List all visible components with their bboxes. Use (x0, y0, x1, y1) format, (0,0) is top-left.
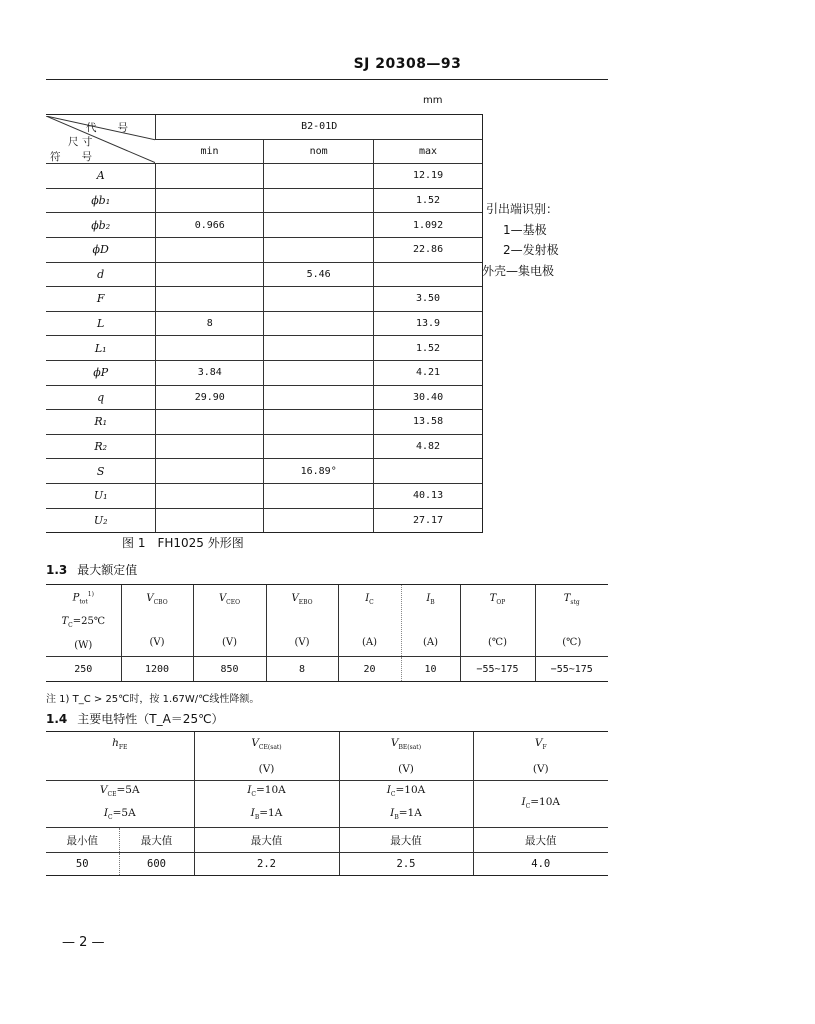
label-max: 最大值 (194, 828, 339, 853)
dim-nom (264, 237, 374, 262)
dim-min (156, 164, 264, 189)
dimension-table (46, 114, 483, 533)
dim-min (156, 508, 264, 533)
dim-nom (264, 385, 374, 410)
ratings-header-ic: $I_C$ (A) (338, 585, 401, 657)
electrical-value: 2.2 (194, 853, 339, 876)
dimension-row (46, 508, 483, 533)
dim-min (156, 459, 264, 484)
section-number: 1.3 (46, 563, 68, 577)
ratings-header-vcbo: $V_{CBO}$ (V) (121, 585, 193, 657)
dim-symbol: U₂ (46, 508, 156, 533)
corner-label-code: 代 号 (86, 121, 128, 134)
electrical-table (46, 731, 608, 876)
dim-max: 4.21 (374, 360, 483, 385)
section-electrical-heading (46, 710, 224, 727)
dim-min: 8 (156, 311, 264, 336)
dimension-row (46, 262, 483, 287)
dimension-row (46, 459, 483, 484)
dim-max: 22.86 (374, 237, 483, 262)
dim-nom (264, 188, 374, 213)
dim-max: 1.092 (374, 213, 483, 238)
dim-min (156, 483, 264, 508)
electrical-value: 50 (46, 853, 119, 876)
dim-min (156, 237, 264, 262)
rating-value: −55~175 (460, 657, 535, 682)
dim-max: 30.40 (374, 385, 483, 410)
rating-value: 250 (46, 657, 121, 682)
dim-nom (264, 164, 374, 189)
dim-symbol: ϕb₂ (46, 213, 156, 238)
dimension-row (46, 287, 483, 312)
section-title: 最大额定值 (77, 563, 138, 577)
dimension-row (46, 483, 483, 508)
dim-nom (264, 287, 374, 312)
document-number: SJ 20308—93 (353, 56, 462, 72)
dim-min (156, 188, 264, 213)
dim-symbol: ϕP (46, 360, 156, 385)
dimension-row (46, 237, 483, 262)
dim-max: 4.82 (374, 434, 483, 459)
dim-max: 13.9 (374, 311, 483, 336)
param-vcesat: $V_{CE(sat)}$ (V) (194, 732, 339, 781)
dim-min (156, 262, 264, 287)
dim-max: 3.50 (374, 287, 483, 312)
col-header-min: min (156, 139, 264, 164)
dim-nom (264, 410, 374, 435)
dim-symbol: A (46, 164, 156, 189)
dim-max: 40.13 (374, 483, 483, 508)
label-min: 最小值 (46, 828, 119, 853)
corner-label-size: 尺 寸 (68, 135, 93, 148)
dim-symbol: q (46, 385, 156, 410)
section-ratings-heading (46, 561, 137, 578)
dim-min: 29.90 (156, 385, 264, 410)
dim-nom (264, 213, 374, 238)
ratings-header-top: $T_{OP}$ (℃) (460, 585, 535, 657)
dimension-row (46, 311, 483, 336)
dim-nom (264, 483, 374, 508)
condition-vcesat: $I_C=10A$ $I_B=1A$ (194, 781, 339, 828)
param-vbesat: $V_{BE(sat)}$ (V) (339, 732, 473, 781)
section-title: 主要电特性（T_A＝25℃） (77, 712, 224, 726)
condition-vf: $I_C=10A$ (473, 781, 608, 828)
terminal-legend-item: 2—发射极 (503, 243, 559, 257)
rating-value: 8 (266, 657, 338, 682)
ratings-footnote: 注 1) T_C > 25℃时，按 1.67W/℃线性降额。 (46, 694, 260, 705)
dim-nom (264, 360, 374, 385)
dim-nom: 5.46 (264, 262, 374, 287)
ratings-header-tstg: $T_{stg}$ (℃) (535, 585, 608, 657)
col-header-nom: nom (264, 139, 374, 164)
label-max: 最大值 (339, 828, 473, 853)
dimension-row (46, 385, 483, 410)
dim-symbol: ϕb₁ (46, 188, 156, 213)
dim-nom (264, 508, 374, 533)
dim-symbol: S (46, 459, 156, 484)
unit-label: mm (423, 95, 443, 106)
condition-hfe: $V_{CE}=5A$ $I_C=5A$ (46, 781, 194, 828)
rating-value: 850 (193, 657, 266, 682)
dimension-row (46, 336, 483, 361)
ratings-header-ptot: $P_{tot}^{1)}$ $T_C=25℃$ (W) (46, 585, 121, 657)
dimension-row (46, 410, 483, 435)
param-hfe: $h_{FE}$ (46, 732, 194, 781)
dim-nom (264, 336, 374, 361)
dim-symbol: F (46, 287, 156, 312)
ratings-header-vebo: $V_{EBO}$ (V) (266, 585, 338, 657)
dim-min (156, 434, 264, 459)
label-max: 最大值 (119, 828, 194, 853)
dim-max: 13.58 (374, 410, 483, 435)
rating-value: 10 (401, 657, 460, 682)
header-rule (46, 79, 608, 80)
electrical-value: 4.0 (473, 853, 608, 876)
dim-max: 12.19 (374, 164, 483, 189)
dim-min (156, 410, 264, 435)
electrical-value: 2.5 (339, 853, 473, 876)
condition-vbesat: $I_C=10A$ $I_B=1A$ (339, 781, 473, 828)
figure-caption: 图 1 FH1025 外形图 (122, 536, 244, 550)
dim-nom: 16.89° (264, 459, 374, 484)
dim-max (374, 459, 483, 484)
ratings-header-vceo: $V_{CEO}$ (V) (193, 585, 266, 657)
dim-symbol: L₁ (46, 336, 156, 361)
dim-max (374, 262, 483, 287)
rating-value: −55~175 (535, 657, 608, 682)
dim-nom (264, 311, 374, 336)
dim-min: 3.84 (156, 360, 264, 385)
page-number: — 2 — (62, 935, 105, 950)
dim-min: 0.966 (156, 213, 264, 238)
dim-symbol: R₂ (46, 434, 156, 459)
dimension-row (46, 213, 483, 238)
dim-symbol: d (46, 262, 156, 287)
corner-cell (46, 115, 156, 164)
label-max: 最大值 (473, 828, 608, 853)
dimension-row (46, 188, 483, 213)
dim-max: 1.52 (374, 336, 483, 361)
dimension-row (46, 164, 483, 189)
terminal-legend-item: 外壳—集电极 (482, 264, 555, 278)
ratings-table (46, 584, 608, 682)
corner-label-symbol: 符 号 (50, 150, 92, 163)
dimension-row (46, 434, 483, 459)
dim-symbol: R₁ (46, 410, 156, 435)
dim-max: 27.17 (374, 508, 483, 533)
rating-value: 20 (338, 657, 401, 682)
dim-min (156, 336, 264, 361)
dim-symbol: L (46, 311, 156, 336)
col-header-max: max (374, 139, 483, 164)
dim-max: 1.52 (374, 188, 483, 213)
rating-value: 1200 (121, 657, 193, 682)
electrical-value: 600 (119, 853, 194, 876)
section-number: 1.4 (46, 712, 68, 726)
dim-symbol: U₁ (46, 483, 156, 508)
dim-min (156, 287, 264, 312)
terminal-legend-title: 引出端识别： (486, 202, 559, 216)
param-vf: $V_F$ (V) (473, 732, 608, 781)
dim-symbol: ϕD (46, 237, 156, 262)
ratings-header-ib: $I_B$ (A) (401, 585, 460, 657)
dimension-row (46, 360, 483, 385)
terminal-legend-item: 1—基极 (503, 223, 547, 237)
dim-nom (264, 434, 374, 459)
package-code: B2-01D (156, 115, 483, 140)
